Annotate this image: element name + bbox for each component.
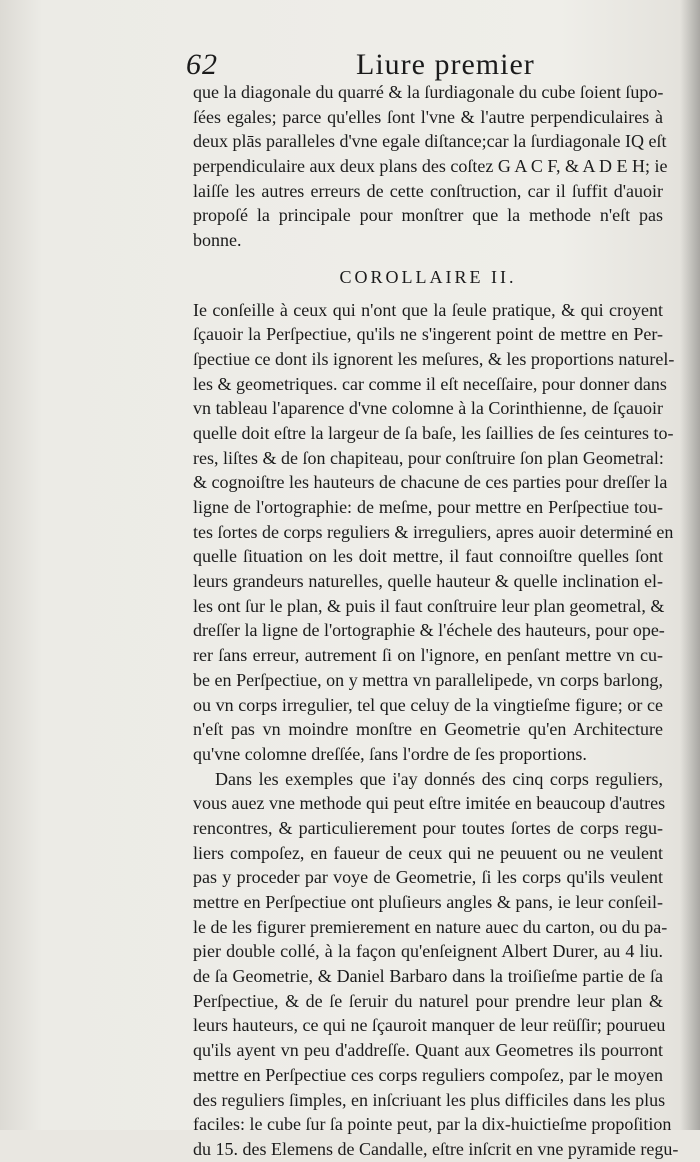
text-line: le de les figurer premierement en nature auec du carton, ou du pa-	[193, 916, 668, 937]
text-line: les ont ſur le plan, & puis il faut conſtruire leur plan geometral, &	[193, 595, 665, 616]
text-line: pier double collé, à la façon qu'enſeignent Albert Durer, au 4 liu.	[193, 941, 663, 962]
text-line: vn tableau l'aparence d'vne colomne à la Corinthienne, de ſçauoir	[193, 398, 663, 419]
text-line: du 15. des Elemens de Candalle, eſtre inſcrit en vne pyramide regu-	[193, 1138, 679, 1159]
text-line: que la diagonale du quarré & la ſurdiagonale du cube ſoient ſupo-	[193, 82, 664, 102]
corollary-paragraph	[193, 298, 675, 767]
section-heading: COROLLAIRE II.	[339, 266, 517, 287]
text-line: pas y proceder par voye de Geometrie, ſi les corps qu'ils veulent	[193, 867, 663, 888]
text-line: qu'vne colomne dreſſée, ſans l'ordre de ſes proportions.	[193, 743, 587, 764]
text-line: ſpectiue ce dont ils ignorent les meſures, & les proportions naturel-	[193, 348, 675, 369]
text-line: dreſſer la ligne de l'ortographie & l'échele des hauteurs, pour ope-	[193, 620, 665, 641]
text-line: quelle ſituation on les doit mettre, il faut connoiſtre quelles ſont	[193, 546, 663, 567]
text-line: des reguliers ſimples, en inſcriuant les plus difficiles dans les plus	[193, 1089, 666, 1110]
opening-paragraph	[193, 80, 668, 253]
text-line: ſées egales; parce qu'elles ſont l'vne & l'autre perpendiculaires à	[193, 106, 663, 127]
text-line: be en Perſpectiue, on y mettra vn parallelipede, vn corps barlong,	[193, 669, 663, 690]
text-line: vous auez vne methode qui peut eſtre imitée en beaucoup d'autres	[193, 793, 666, 814]
body-text	[193, 80, 679, 1162]
examples-paragraph	[193, 767, 679, 1162]
text-line: de ſa Geometrie, & Daniel Barbaro dans la troiſieſme partie de ſa	[193, 966, 663, 987]
text-line: liers compoſez, en faueur de ceux qui ne peuuent ou ne veulent	[193, 842, 663, 863]
text-line: n'eſt pas vn moindre monſtre en Geometrie qu'en Architecture	[193, 719, 663, 740]
text-line: Perſpectiue, & de ſe ſeruir du naturel pour prendre leur plan &	[193, 990, 663, 1011]
text-line: & cognoiſtre les hauteurs de chacune de ces parties pour dreſſer la	[193, 472, 668, 493]
text-line: ſçauoir la Perſpectiue, qu'ils ne s'ingerent point de mettre en Per-	[193, 324, 663, 345]
text-line: mettre en Perſpectiue ont pluſieurs angles & pans, ie leur conſeil-	[193, 892, 663, 912]
text-line: rencontres, & particulierement pour toutes ſortes de corps regu-	[193, 817, 663, 838]
running-title: Liure premier	[356, 48, 535, 81]
text-line: bonne.	[193, 230, 242, 251]
text-line: qu'ils ayent vn peu d'addreſſe. Quant aux Geometres ils pourront	[193, 1040, 663, 1061]
text-line: ligne de l'ortographie: de meſme, pour mettre en Perſpectiue tou-	[193, 497, 663, 517]
text-line: laiſſe les autres erreurs de cette conſtruction, car il ſuffit d'auoir	[193, 180, 663, 201]
text-line: ou vn corps irregulier, tel que celuy de la vingtieſme figure; or ce	[193, 694, 663, 715]
text-line: tes ſortes de corps reguliers & irreguliers, apres auoir determiné en	[193, 521, 674, 542]
text-line: propoſé la principale pour monſtrer que la methode n'eſt pas	[193, 205, 663, 226]
text-line: faciles: le cube ſur ſa pointe peut, par la dix-huictieſme propoſition	[193, 1114, 672, 1135]
text-line: perpendiculaire aux deux plans des coſtez G A C F, & A D E H; ie	[193, 156, 668, 177]
text-line: deux plās paralleles d'vne egale diſtance;car la ſurdiagonale IQ eſt	[193, 131, 667, 152]
text-line: Dans les exemples que i'ay donnés des cinq corps reguliers,	[215, 768, 663, 789]
text-line: Ie conſeille à ceux qui n'ont que la ſeule pratique, & qui croyent	[193, 299, 663, 320]
text-line: les & geometriques. car comme il eſt neceſſaire, pour donner dans	[193, 373, 667, 394]
text-line: res, liſtes & de ſon chapiteau, pour conſtruire ſon plan Geometral:	[193, 447, 664, 468]
text-line: leurs grandeurs naturelles, quelle hauteur & quelle inclination el-	[193, 571, 663, 592]
text-line: rer ſans erreur, autrement ſi on l'ignore, en penſant mettre vn cu-	[193, 645, 663, 666]
page-number: 62	[186, 48, 218, 81]
page-edge-shadow	[680, 0, 700, 1130]
text-line: leurs hauteurs, ce qui ne ſçauroit manquer de leur reüſſir; pourueu	[193, 1015, 666, 1036]
text-line: mettre en Perſpectiue ces corps reguliers compoſez, par le moyen	[193, 1064, 663, 1085]
text-line: quelle doit eſtre la largeur de ſa baſe, les ſaillies de ſes ceintures to-	[193, 422, 674, 443]
